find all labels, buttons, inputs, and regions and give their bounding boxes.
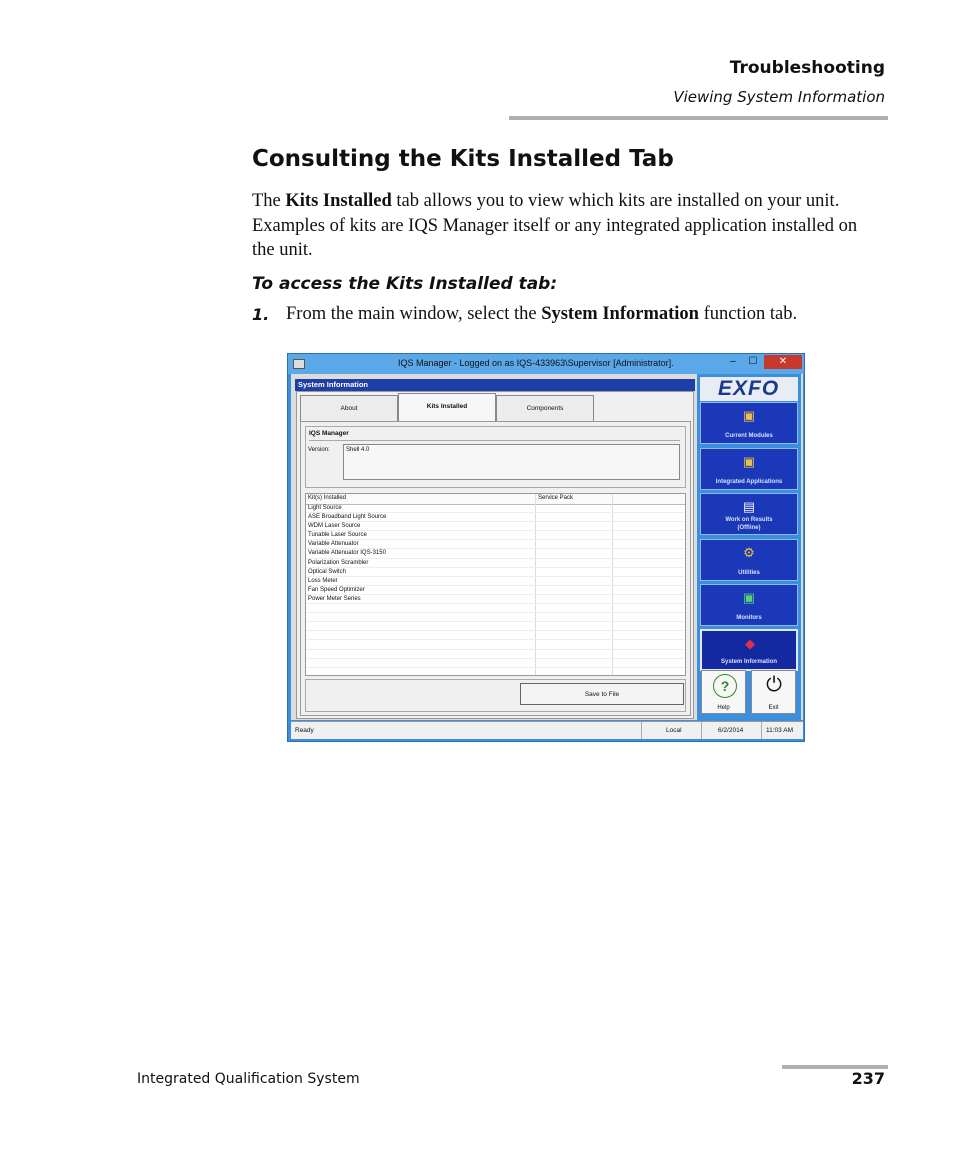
utilities-icon: ⚙ (743, 545, 755, 560)
status-date: 6/2/2014 (701, 722, 761, 739)
list-item[interactable] (306, 622, 685, 631)
status-time: 11:03 AM (761, 722, 803, 739)
logo-text: EXFO (718, 377, 780, 400)
iqs-manager-screenshot (287, 353, 805, 742)
version-value: Shell 4.0 (346, 447, 370, 453)
system-information-icon: ◆ (745, 636, 755, 651)
function-sidebar (697, 374, 801, 720)
list-item[interactable]: Power Meter Series (306, 595, 685, 604)
action-area (305, 679, 686, 712)
procedure-title: To access the Kits Installed tab: (252, 274, 558, 294)
kits-list[interactable] (305, 493, 686, 676)
system-information-bar: System Information (295, 379, 695, 391)
monitors-icon: ▣ (742, 590, 756, 605)
list-item[interactable]: Fan Speed Optimizer (306, 586, 685, 595)
power-icon: ⏻ (766, 674, 782, 696)
nav-monitors[interactable] (700, 584, 798, 626)
iqs-manager-group (305, 426, 686, 488)
tab-kits-installed[interactable]: Kits Installed (398, 393, 496, 421)
help-label: Help (717, 705, 730, 711)
help-button[interactable] (701, 670, 746, 714)
window-client-area (291, 374, 803, 720)
nav-current-modules[interactable] (700, 402, 798, 444)
list-item[interactable] (306, 640, 685, 649)
status-bar (291, 721, 803, 739)
save-to-file-button[interactable]: Save to File (520, 683, 684, 705)
column-header-kits[interactable]: Kit(s) Installed (308, 495, 347, 501)
list-item[interactable]: Light Source (306, 504, 685, 513)
nav-label: Current Modules (725, 433, 773, 439)
list-item[interactable] (306, 613, 685, 622)
kits-installed-tab-body (300, 421, 691, 716)
modules-icon: ▣ (742, 408, 756, 423)
nav-work-on-results[interactable] (700, 493, 798, 535)
kits-rows (306, 504, 685, 677)
list-item[interactable]: ASE Broadband Light Source (306, 513, 685, 522)
nav-system-information[interactable] (700, 629, 798, 671)
step-text (286, 304, 797, 325)
exit-label: Exit (768, 705, 779, 711)
nav-label: Integrated Applications (715, 479, 783, 485)
app-icon (293, 359, 305, 369)
list-item[interactable]: Optical Switch (306, 568, 685, 577)
status-mode: Local (641, 722, 701, 739)
nav-label: Monitors (736, 615, 762, 621)
page-number: 237 (851, 1069, 885, 1088)
running-header-chapter: Troubleshooting (729, 58, 885, 78)
minimize-button[interactable]: – (730, 356, 736, 367)
section-heading: Consulting the Kits Installed Tab (252, 146, 674, 172)
step-number: 1. (252, 305, 270, 324)
maximize-button[interactable]: ☐ (748, 356, 758, 367)
list-item[interactable]: Variable Attenuator (306, 540, 685, 549)
group-divider (309, 440, 680, 441)
results-icon: ▤ (742, 499, 756, 514)
status-state: Ready (295, 727, 314, 734)
list-item[interactable]: WDM Laser Source (306, 522, 685, 531)
footer-product: Integrated Qualification System (137, 1071, 360, 1087)
nav-label: System Information (720, 659, 777, 665)
nav-label: Work on Results (Offline) (725, 517, 773, 531)
applications-icon: ▣ (742, 454, 756, 469)
window-title: IQS Manager - Logged on as IQS-433963\Supervisor [Administrator]. (398, 358, 674, 368)
exit-button[interactable] (751, 670, 796, 714)
intro-bold-term: Kits Installed (285, 191, 392, 211)
nav-integrated-applications[interactable] (700, 448, 798, 490)
window-titlebar (288, 354, 804, 374)
column-header-service-pack[interactable]: Service Pack (538, 495, 574, 501)
list-item[interactable]: Variable Attenuator IQS-3150 (306, 549, 685, 558)
version-label: Version: (308, 447, 330, 453)
version-field (343, 444, 680, 480)
close-button[interactable]: ✕ (764, 355, 802, 369)
nav-utilities[interactable] (700, 539, 798, 581)
list-item[interactable] (306, 650, 685, 659)
tab-components[interactable]: Components (496, 395, 594, 421)
intro-text-start: The (252, 191, 286, 211)
list-item[interactable]: Tunable Laser Source (306, 531, 685, 540)
nav-label: Utilities (738, 570, 760, 576)
exfo-logo (700, 377, 798, 401)
list-item[interactable] (306, 668, 685, 677)
list-item[interactable] (306, 631, 685, 640)
step-text-end: function tab. (698, 304, 798, 324)
running-header-section: Viewing System Information (673, 88, 885, 106)
system-information-panel (296, 391, 694, 719)
header-rule (509, 116, 888, 120)
help-icon: ? (713, 674, 737, 698)
intro-text-end: tab allows you to view which kits are installed on your unit. Examples of kits are IQS Manager itself or any integrated application installed on the unit. (252, 191, 858, 260)
list-item[interactable] (306, 604, 685, 613)
step-text-start: From the main window, select the (286, 304, 542, 324)
intro-paragraph (252, 189, 882, 263)
list-item[interactable]: Loss Meter (306, 577, 685, 586)
group-title: IQS Manager (309, 430, 349, 437)
list-item[interactable] (306, 659, 685, 668)
step-bold-term: System Information (541, 304, 699, 324)
list-item[interactable]: Polarization Scrambler (306, 559, 685, 568)
tab-about[interactable]: About (300, 395, 398, 421)
